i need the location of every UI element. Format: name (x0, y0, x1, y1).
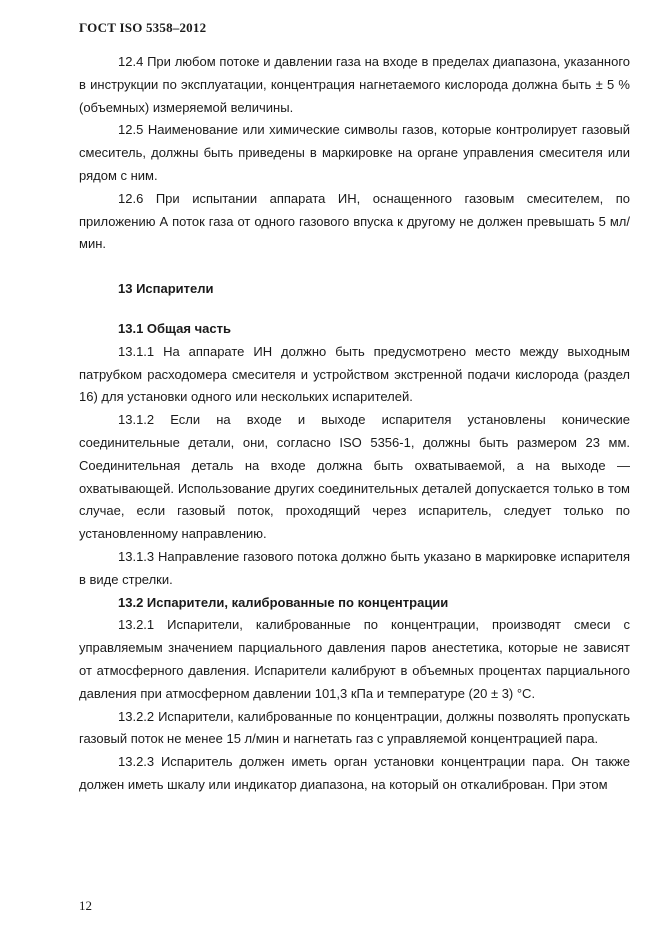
paragraph-13-1-3: 13.1.3 Направление газового потока должно быть указано в маркировке испарителя в виде стрелки. (79, 548, 630, 587)
subsection-heading-13-1: 13.1 Общая часть (118, 320, 231, 336)
subsection-heading-13-2: 13.2 Испарители, калиброванные по концентрации (118, 594, 449, 610)
paragraph-13-1-2: 13.1.2 Если на входе и выходе испарителя установлены конические соединительные детали, они, согласно ISO 5356-1, должны быть размером 23 мм. Соединительная деталь на входе должна быть охватываемой, а на выходе — охватывающей. Использование других соединительных деталей допускается только в том случае, если газовый поток, проходящий через испаритель, следует только по установленному направлению. (79, 412, 630, 542)
page-number: 12 (79, 898, 92, 913)
paragraph-13-1-1: 13.1.1 На аппарате ИН должно быть предусмотрено место между выходным патрубком расходомера смесителя и устройством экстренной подачи кислорода (раздел 16) для установки одного или нескольких испарителей. (79, 343, 630, 405)
paragraph-13-2-3: 13.2.3 Испаритель должен иметь орган установки концентрации пара. Он также должен иметь шкалу или индикатор диапазона, на который он откалиброван. При этом (79, 754, 630, 792)
section-heading-13: 13 Испарители (118, 281, 214, 297)
paragraph-13-2-1: 13.2.1 Испарители, калиброванные по концентрации, производят смеси с управляемым значением парциального давления паров анестетика, которые не зависят от атмосферного давления. Испарители калибруют в объемных процентах парциального давления при атмосферном давлении 101,3 кПа и температуре (20 ± 3) °С. (79, 617, 630, 701)
paragraph-12-6: 12.6 При испытании аппарата ИН, оснащенного газовым смесителем, по приложению А поток газа от одного газового впуска к другому не должен превышать 5 мл/мин. (79, 190, 630, 252)
paragraph-13-2-2: 13.2.2 Испарители, калиброванные по концентрации, должны позволять пропускать газовый поток не менее 15 л/мин и нагнетать газ с управляемой концентрацией пара. (79, 708, 630, 747)
document-body (79, 51, 630, 797)
document-header: ГОСТ ISO 5358–2012 (79, 20, 207, 35)
paragraph-12-4: 12.4 При любом потоке и давлении газа на входе в пределах диапазона, указанного в инструкции по эксплуатации, концентрация нагнетаемого кислорода должна быть ± 5 % (объемных) измеряемой величины. (79, 54, 630, 115)
paragraph-12-5: 12.5 Наименование или химические символы газов, которые контролирует газовый смеситель, должны быть приведены в маркировке на органе управления смесителя или рядом с ним. (79, 122, 630, 183)
